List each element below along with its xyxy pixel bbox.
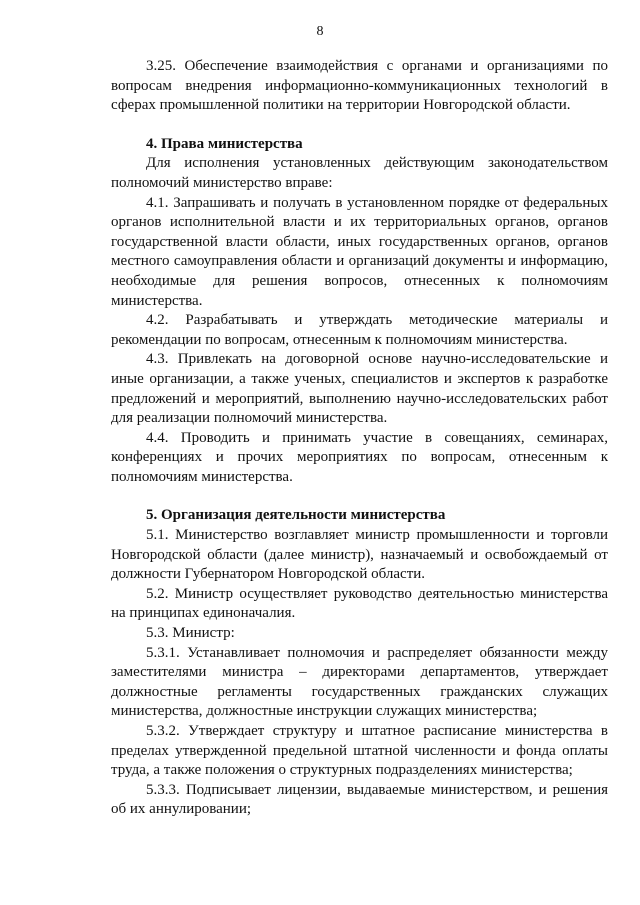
paragraph: 5.3. Министр: — [146, 625, 235, 642]
paragraph: 4.3. Привлекать на договорной основе научно-исследовательские и иные организации, а также ученых, специалистов и экспертов к разработке предложений и мероприятий, выполнению научно-исследовательских работ для реализации полномочий министерства. — [111, 351, 608, 427]
section-spacer — [111, 116, 608, 135]
paragraph: 3.25. Обеспечение взаимодействия с органами и организациями по вопросам внедрения информационно-коммуникационных технологий в сферах промышленной политики на территории Новгородской области. — [111, 58, 608, 114]
paragraph: 5.2. Министр осуществляет руководство деятельностью министерства на принципах единоначалия. — [111, 585, 608, 622]
paragraph: 4.4. Проводить и принимать участие в совещаниях, семинарах, конференциях и прочих мероприятиях по вопросам, отнесенным к полномочиям министерства. — [111, 429, 608, 485]
section-heading: 4. Права министерства — [146, 135, 303, 152]
paragraph: Для исполнения установленных действующим законодательством полномочий министерство вправе: — [111, 155, 608, 191]
paragraph: 5.3.1. Устанавливает полномочия и распределяет обязанности между заместителями министра – директорами департаментов, утверждает должностные регламенты государственных гражданских служащих министерства, должностные инструкции служащих министерства; — [111, 644, 608, 720]
paragraph: 5.3.3. Подписывает лицензии, выдаваемые министерством, и решения об их аннулировании; — [111, 781, 608, 818]
paragraph: 5.1. Министерство возглавляет министр промышленности и торговли Новгородской области (далее министр), назначаемый и освобождаемый от должности Губернатором Новгородской области. — [111, 527, 608, 583]
section-heading: 5. Организация деятельности министерства — [146, 507, 446, 524]
paragraph: 4.1. Запрашивать и получать в установленном порядке от федеральных органов исполнительной власти и их территориальных органов, органов государственной власти области, иных государственных органов, органов местного самоуправления области и организаций документы и информацию, необходимые для решения вопросов, отнесенных к полномочиям министерства. — [111, 194, 608, 309]
page-number: 8 — [316, 24, 324, 39]
paragraph: 5.3.2. Утверждает структуру и штатное расписание министерства в пределах утвержденной предельной штатной численности и фонда оплаты труда, а также положения о структурных подразделениях министерства; — [111, 723, 608, 779]
document-body — [111, 57, 608, 820]
section-spacer — [111, 487, 608, 506]
paragraph: 4.2. Разрабатывать и утверждать методические материалы и рекомендации по вопросам, отнесенным к полномочиям министерства. — [111, 312, 608, 348]
